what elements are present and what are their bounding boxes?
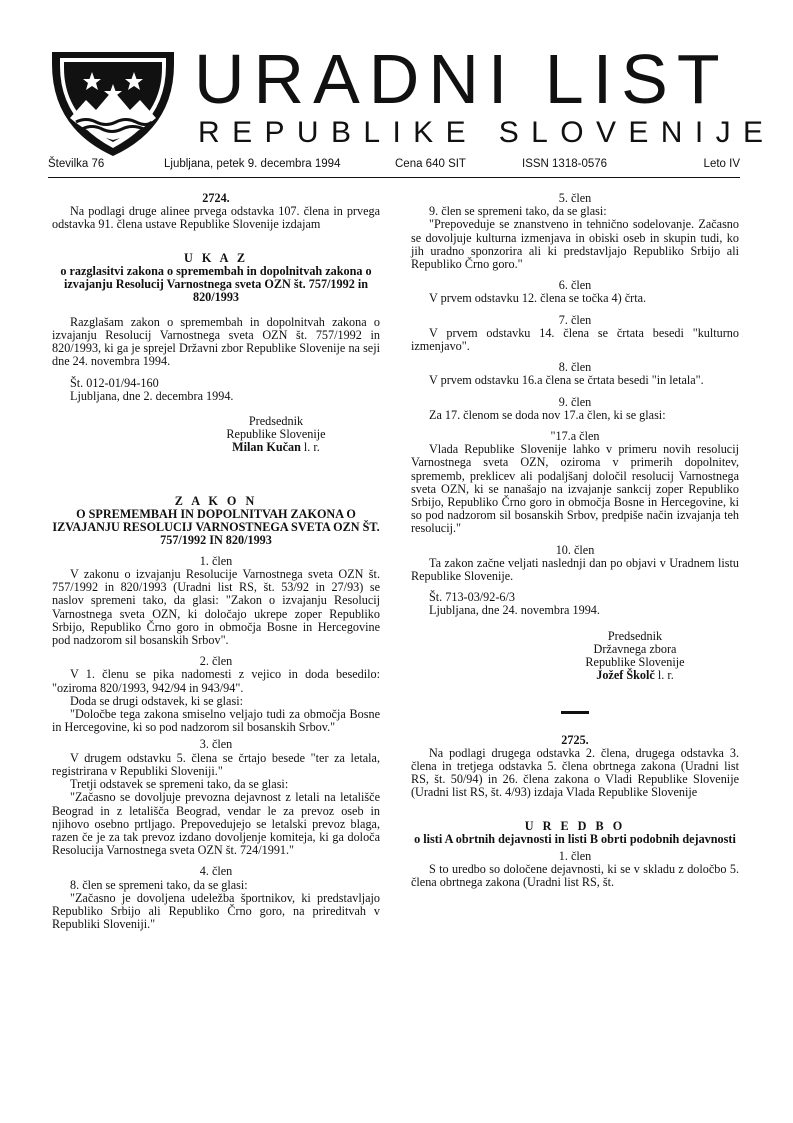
header-rule [48,177,740,178]
signatory-org: Državnega zbora [593,641,677,656]
paragraph: S to uredbo so določene dejavnosti, ki se v skladu z določbo 5. člena obrtnega zakona (Uradni list RS, št. [411,861,739,890]
regulation-title: o listi A obrtnih dejavnosti in listi B obrti podobnih dejavnosti [414,831,736,846]
reference-number: Št. 713-03/92-6/3 [429,590,515,605]
article-heading: 8. člen [558,360,592,375]
article-number: 2724. [202,191,230,205]
paragraph: "Začasno se dovoljuje prevozna dejavnost z letali na letališče Beograd in z letališča Beograd, vendar le za prevoz oseb in njihovo osebno prtljago. Prepovedujejo se letalski prevoz blaga, razen če je za tak prevoz izdano dovoljenje komiteja, ki ga določa Resolucija Varnostnega sveta OZN št. 724/1991." [52,790,380,858]
signatory-role: Predsednik [248,414,304,429]
signature-block [411,630,739,683]
paragraph: Na podlagi drugega odstavka 2. člena, drugega odstavka 3. člena in tretjega odstavka 5. člena obrtnega zakona (Uradni list RS, št. 50/94) in 26. člena zakona o Vladi Republike Slovenije (Uradni list RS, št. 4/93) izdaja Vlada Republike Slovenije [411,745,739,800]
signatory-suffix: l. r. [300,440,320,455]
right-column [411,192,739,889]
dateline: Ljubljana, dne 2. decembra 1994. [70,388,234,403]
signatory-name: Jožef Školč [596,668,655,683]
signature-block [52,415,380,455]
article-heading: 9. člen [558,394,592,409]
paragraph: Ta zakon začne veljati naslednji dan po objavi v Uradnem listu Republike Slovenije. [411,555,739,584]
issue-price: Cena 640 SIT [395,158,466,170]
section-separator [561,711,589,714]
paragraph: Razglašam zakon o spremembah in dopolnitvah zakona o izvajanju Resolucij Varnostnega sveta OZN št. 757/1992 in 820/1993, ki ga je sprejel Državni zbor Republike Slovenije na seji dne 24. novembra 1994. [52,314,380,369]
paragraph: Za 17. členom se doda nov 17.a člen, ki se glasi: [429,407,666,422]
paragraph: Tretji odstavek se spremeni tako, da se glasi: [70,777,289,792]
paragraph: "Začasno je dovoljena udeležba športnikov, ki predstavljajo Republiko Srbijo ali Republiko Črno goro, na prireditvah v Republiki Sloveniji." [52,890,380,932]
article-heading: 7. člen [558,312,592,327]
signatory-org: Republike Slovenije [226,427,326,442]
paragraph: 8. člen se spremeni tako, da se glasi: [70,877,248,892]
masthead-subtitle: REPUBLIKE SLOVENIJE [198,116,776,149]
sub-article-heading: "17.a člen [550,429,600,444]
issue-number: Številka 76 [48,158,105,170]
dateline: Ljubljana, dne 24. novembra 1994. [429,603,600,618]
paragraph: V prvem odstavku 12. člena se točka 4) črta. [429,291,647,306]
issue-info-bar [48,158,740,176]
paragraph: V zakonu o izvajanju Resolucije Varnostnega sveta OZN št. 757/1992 in 820/1993 (Uradni list RS, št. 53/92 in 27/93) se naslov spremeni tako, da glasi: "Zakon o izvajanju Resolucij Varnostnega sveta OZN, ki določajo ukrepe zoper Republiko Srbijo, Republiko Črno goro in območja Bosne in Hercegovine pod nadzorom sil bosanskih Srbov". [52,567,380,648]
article-heading: 3. člen [199,737,233,752]
reference-number: Št. 012-01/94-160 [70,375,159,390]
article-heading: 1. člen [558,848,592,863]
law-title: O SPREMEMBAH IN DOPOLNITVAH ZAKONA O IZVAJANJU RESOLUCIJ VARNOSTNEGA SVETA OZN ŠT. 757/1992 IN 820/1993 [52,506,380,547]
decree-title: o razglasitvi zakona o spremembah in dopolnitvah zakona o izvajanju Resolucij Varnostnega sveta OZN št. 757/1992 in 820/1993 [60,263,372,304]
signatory-org: Republike Slovenije [585,655,685,670]
paragraph: 9. člen se spremeni tako, da se glasi: [429,204,607,219]
paragraph: "Določbe tega zakona smiselno veljajo tudi za območja Bosne in Hercegovine, ki so pod nadzorom sil bosanskih Srbov." [52,707,380,735]
paragraph: Vlada Republike Slovenije lahko v primeru novih resolucij Varnostnega sveta OZN, oziroma v primerih dopolnitev, sprememb, preklicev ali podaljšanj določil resolucij Varnostnega sveta OZN, ki se nanašajo na izvajanje sankcij zoper Republiko Srbijo, Republiko Črno goro in območja Bosne in Hercegovine, ki so pod nadzorom sil bosanskih Srbov, predpiše način izvajanja teh resolucij." [411,442,739,536]
article-heading: 5. člen [558,191,592,205]
paragraph: Na podlagi druge alinee prvega odstavka 107. člena in prvega odstavka 91. člena ustave Republike Slovenije izdajam [52,204,380,232]
decree-heading: U K A Z [183,250,248,265]
paragraph: V prvem odstavku 14. člena se črtata besedi "kulturno izmenjavo". [411,325,739,354]
signatory-role: Predsednik [607,628,663,643]
paragraph: Doda se drugi odstavek, ki se glasi: [70,693,243,708]
article-heading: 10. člen [555,542,595,557]
law-heading: Z A K O N [174,493,258,508]
masthead [48,40,776,170]
paragraph: "Prepoveduje se znanstveno in tehnično sodelovanje. Začasno se dovoljuje kulturna izmenjava in obiski oseb in skupin tudi, ko jih uradno sponzorira ali ki predstavljajo Republiko Srbijo ali Republiko Črno goro." [411,217,739,272]
issue-year: Leto IV [703,158,740,170]
article-heading: 1. člen [199,553,233,568]
paragraph: V 1. členu se pika nadomesti z vejico in doda besedilo: "oziroma 820/1993, 942/94 in 943/94". [52,667,380,695]
signatory-suffix: l. r. [654,668,674,683]
article-heading: 6. člen [558,278,592,293]
coat-of-arms-icon [48,50,178,158]
article-number: 2725. [561,732,589,747]
article-heading: 4. člen [199,864,233,879]
left-column [52,192,380,931]
masthead-title: URADNI LIST [194,40,729,118]
regulation-heading: U R E D B O [524,818,626,833]
paragraph: V prvem odstavku 16.a člena se črtata besedi "in letala". [429,373,704,388]
issue-issn: ISSN 1318-0576 [522,158,608,170]
signatory-name: Milan Kučan [232,440,301,455]
issue-date: Ljubljana, petek 9. decembra 1994 [164,158,341,170]
article-heading: 2. člen [199,654,233,669]
paragraph: V drugem odstavku 5. člena se črtajo besede "ter za letala, registrirana v Republiki Sloveniji." [52,750,380,778]
